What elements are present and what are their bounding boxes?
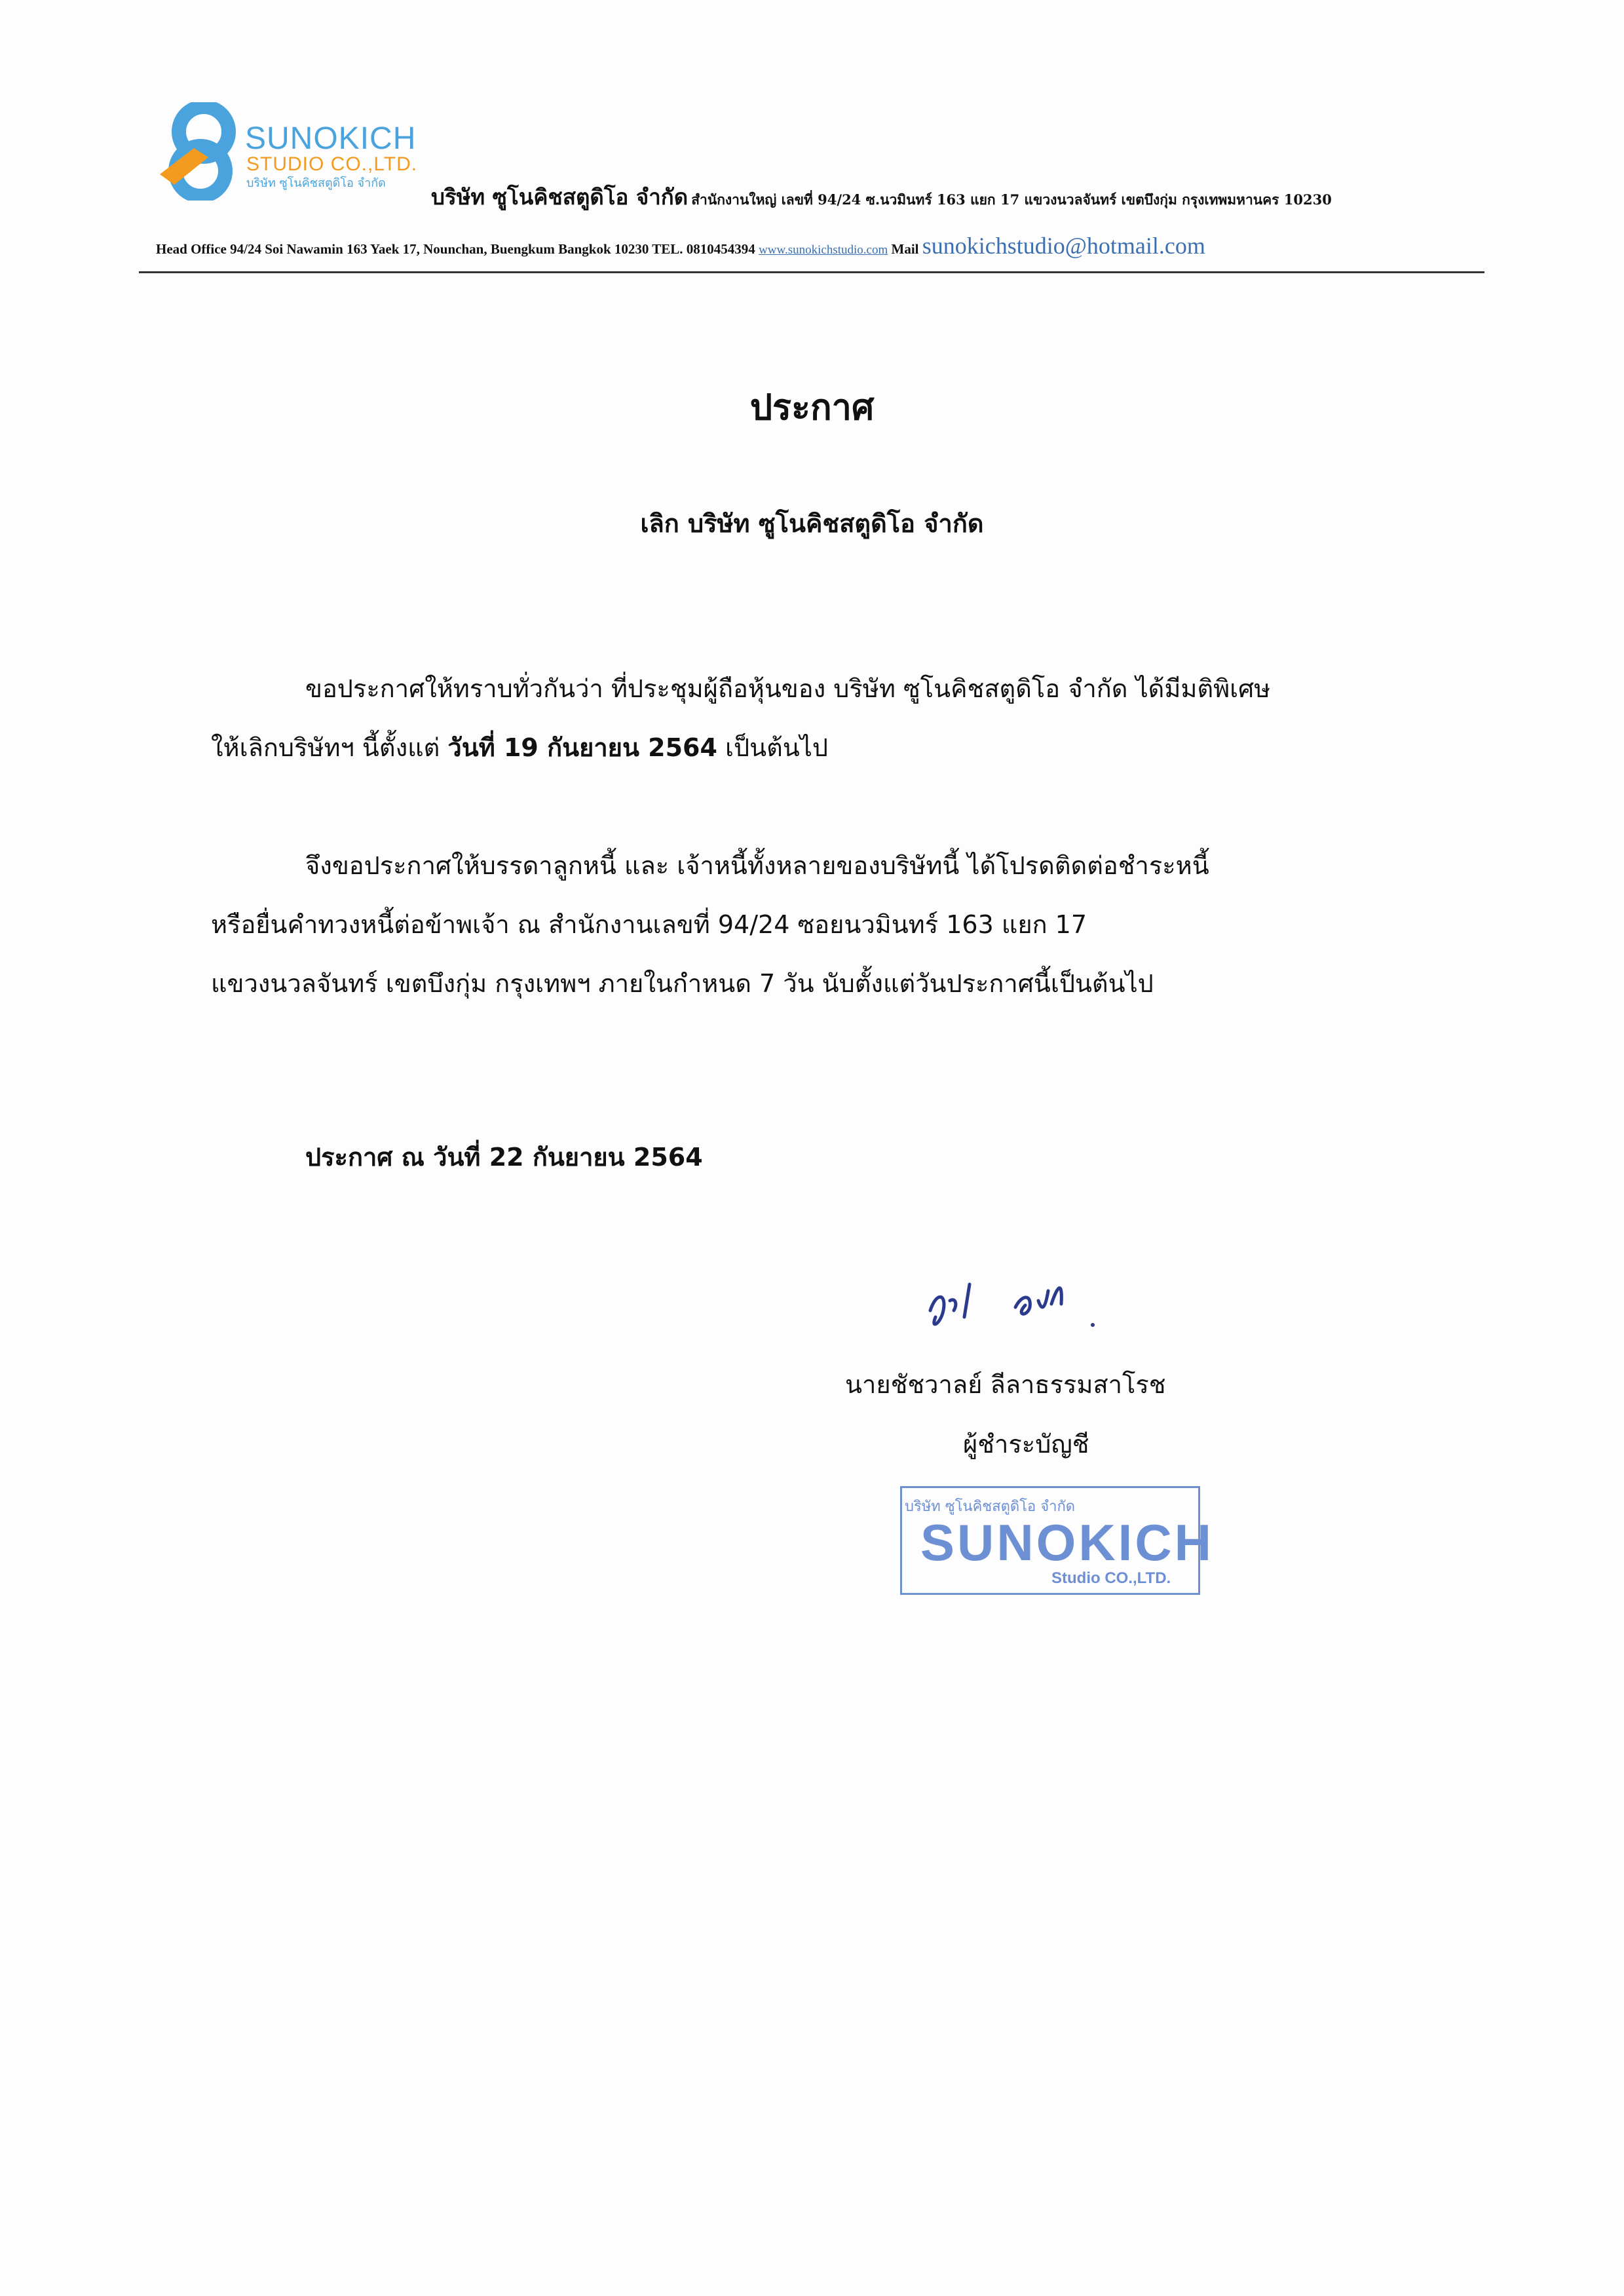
document-title: ประกาศ <box>749 387 875 428</box>
stamp-brand-text: SUNOKICH <box>920 1514 1215 1571</box>
announcement-date: ประกาศ ณ วันที่ 22 กันยายน 2564 <box>305 1143 703 1172</box>
signatory-name: นายชัชวาลย์ ลีลาธรรมสาโรช <box>845 1370 1166 1399</box>
stamp-thai-text: บริษัท ซูโนคิชสตูดิโอ จำกัด <box>905 1499 1076 1515</box>
letterhead-thai <box>431 180 1332 214</box>
letterhead-website-link[interactable]: www.sunokichstudio.com <box>759 243 888 257</box>
sunokich-logo-mark <box>155 102 253 201</box>
paragraph1-line1: ขอประกาศให้ทราบทั่วกันว่า ที่ประชุมผู้ถือหุ้นของ บริษัท ซูโนคิชสตูดิโอ จำกัด ได้มีมติพิเศษ <box>305 674 1271 703</box>
logo-text-line1: SUNOKICH <box>245 121 417 156</box>
signatory-role: ผู้ชำระบัญชี <box>963 1430 1089 1459</box>
paragraph2-line3: แขวงนวลจันทร์ เขตบึงกุ่ม กรุงเทพฯ ภายในกำหนด 7 วัน นับตั้งแต่วันประกาศนี้เป็นต้นไป <box>211 969 1154 998</box>
paragraph2-line1: จึงขอประกาศให้บรรดาลูกหนี้ และ เจ้าหนี้ทั้งหลายของบริษัทนี้ ได้โปรดติดต่อชำระหนี้ <box>305 851 1209 880</box>
letterhead-english <box>156 232 1205 259</box>
letterhead-divider <box>139 271 1484 273</box>
handwritten-signature <box>917 1265 1114 1337</box>
paragraph1-line2 <box>211 727 828 767</box>
logo-text-thai: บริษัท ซูโนคิชสตูดิโอ จำกัด <box>246 176 386 190</box>
letterhead-address-thai: สำนักงานใหญ่ เลขที่ 94/24 ซ.นวมินทร์ 163 แยก 17 แขวงนวลจันทร์ เขตบึงกุ่ม กรุงเทพมหานคร 10230 <box>691 191 1332 208</box>
letterhead-mail-label: Mail <box>891 241 919 257</box>
document-subtitle: เลิก บริษัท ซูโนคิชสตูดิโอ จำกัด <box>640 509 984 538</box>
letterhead-company-name: บริษัท ซูโนคิชสตูดิโอ จำกัด <box>431 184 689 210</box>
dissolution-date: วันที่ 19 กันยายน 2564 <box>447 733 717 762</box>
company-stamp <box>900 1486 1215 1595</box>
letterhead-email[interactable]: sunokichstudio@hotmail.com <box>922 233 1205 259</box>
letterhead-address-english: Head Office 94/24 Soi Nawamin 163 Yaek 17, Nounchan, Buengkum Bangkok 10230 TEL. 0810454394 <box>156 241 755 257</box>
paragraph1-line2-prefix: ให้เลิกบริษัทฯ นี้ตั้งแต่ <box>211 733 448 762</box>
company-logo <box>155 102 430 201</box>
paragraph2-line2: หรือยื่นคำทวงหนี้ต่อข้าพเจ้า ณ สำนักงานเลขที่ 94/24 ซอยนวมินทร์ 163 แยก 17 <box>211 910 1087 939</box>
logo-text-line2: STUDIO CO.,LTD. <box>246 153 418 175</box>
paragraph1-line2-suffix: เป็นต้นไป <box>725 733 828 762</box>
stamp-company-text: Studio CO.,LTD. <box>1051 1569 1171 1587</box>
